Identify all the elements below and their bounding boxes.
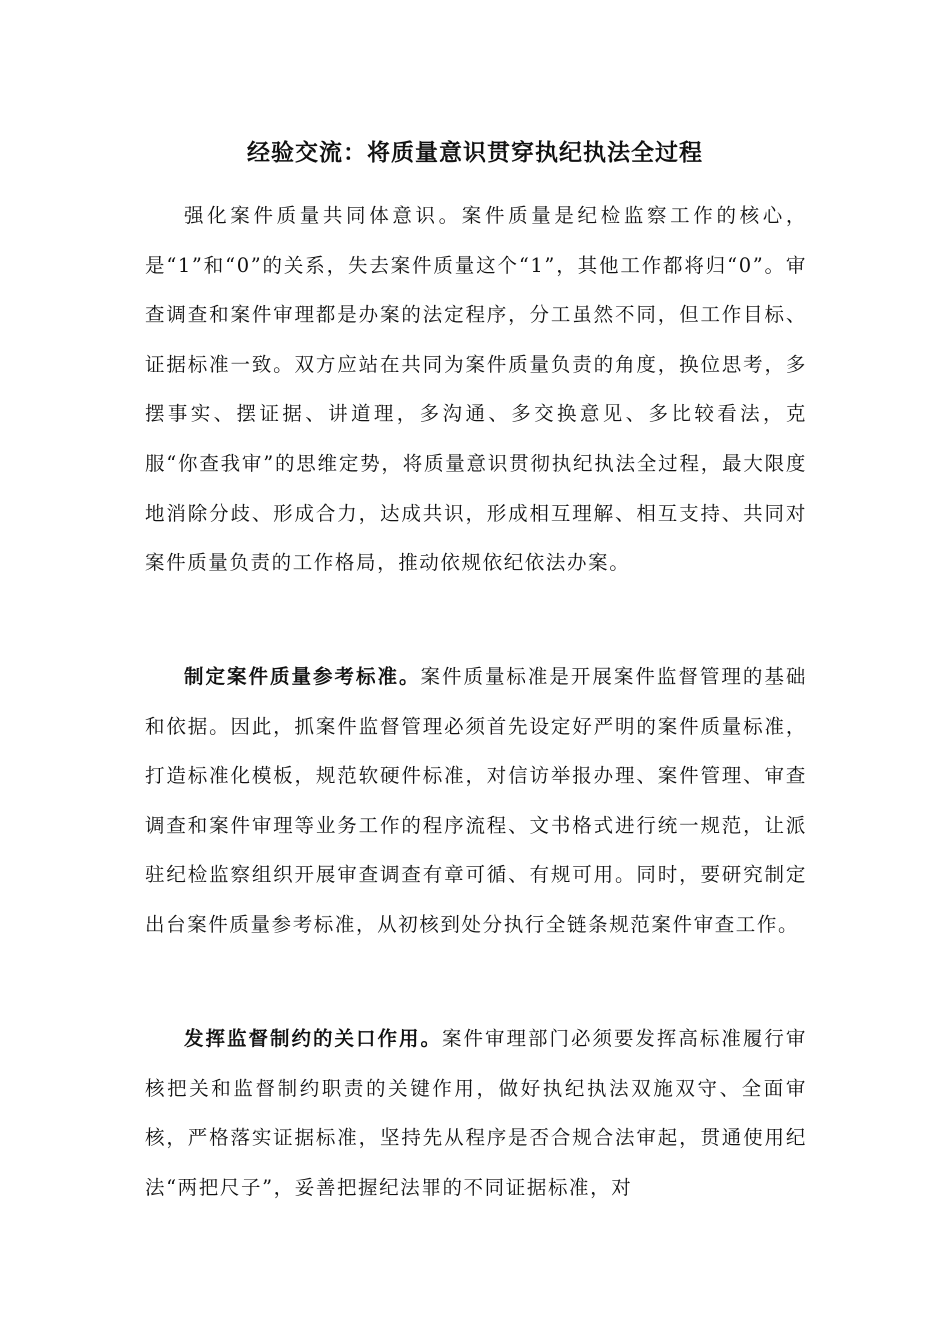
paragraph-1 <box>145 191 807 588</box>
paragraph-3-text: 案件审理部门必须要发挥高标准履行审核把关和监督制约职责的关键作用，做好执纪执法双施双守、全面审核，严格落实证据标准，坚持先从程序是否合规合法审起，贯通使用纪法“两把尺子”，妥善把握纪法罪的不同证据标准，对 <box>145 1027 808 1199</box>
paragraph-3-lead: 发挥监督制约的关口作用。 <box>184 1027 442 1050</box>
paragraph-2-lead: 制定案件质量参考标准。 <box>184 665 421 688</box>
document-title: 经验交流：将质量意识贯穿执纪执法全过程 <box>247 139 703 166</box>
paragraph-1-text: 强化案件质量共同体意识。案件质量是纪检监察工作的核心，是“1”和“0”的关系，失去案件质量这个“1”，其他工作都将归“0”。审查调查和案件审理都是办案的法定程序，分工虽然不同，但工作目标、证据标准一致。双方应站在共同为案件质量负责的角度，换位思考，多摆事实、摆证据、讲道理，多沟通、多交换意见、多比较看法，克服“你查我审”的思维定势，将质量意识贯彻执纪执法全过程，最大限度地消除分歧、形成合力，达成共识，形成相互理解、相互支持、共同对案件质量负责的工作格局，推动依规依纪依法办案。 <box>145 204 807 575</box>
paragraph-3 <box>145 1014 807 1212</box>
paragraph-2-text: 案件质量标准是开展案件监督管理的基础和依据。因此，抓案件监督管理必须首先设定好严明的案件质量标准，打造标准化模板，规范软硬件标准，对信访举报办理、案件管理、审查调查和案件审理等业务工作的程序流程、文书格式进行统一规范，让派驻纪检监察组织开展审查调查有章可循、有规可用。同时，要研究制定出台案件质量参考标准，从初核到处分执行全链条规范案件审查工作。 <box>145 665 807 936</box>
paragraph-2 <box>145 652 807 950</box>
